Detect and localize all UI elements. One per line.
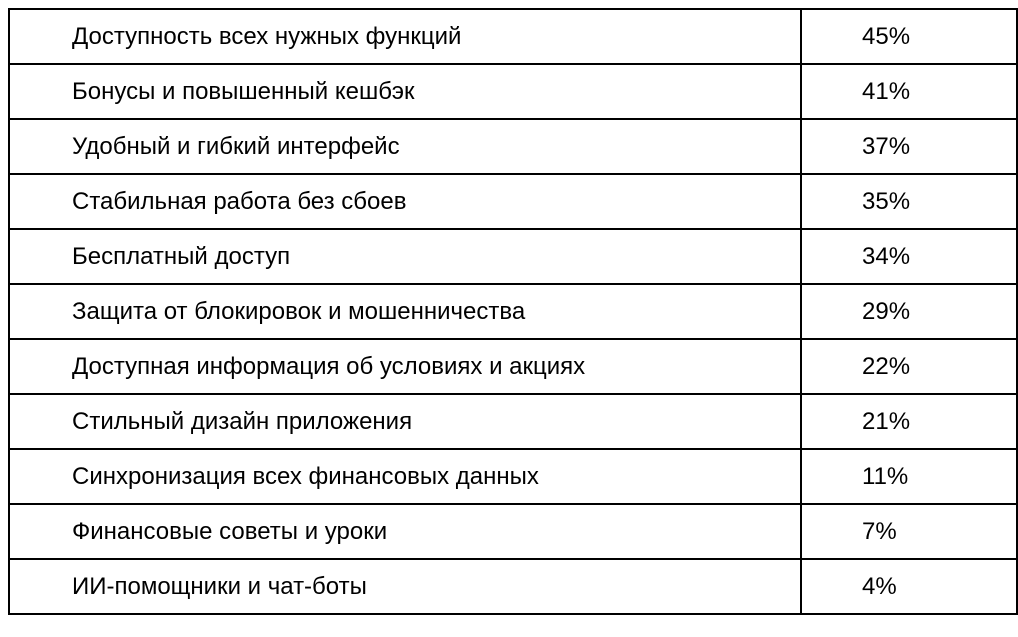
table-row bbox=[9, 174, 1017, 229]
row-value: 41% bbox=[801, 64, 1017, 119]
row-label: Защита от блокировок и мошенничества bbox=[9, 284, 801, 339]
table-row bbox=[9, 284, 1017, 339]
row-value: 34% bbox=[801, 229, 1017, 284]
table-row bbox=[9, 64, 1017, 119]
table-row bbox=[9, 394, 1017, 449]
table-row bbox=[9, 9, 1017, 64]
table-row bbox=[9, 559, 1017, 614]
table-row bbox=[9, 119, 1017, 174]
row-label: Стабильная работа без сбоев bbox=[9, 174, 801, 229]
row-value: 29% bbox=[801, 284, 1017, 339]
row-label: Удобный и гибкий интерфейс bbox=[9, 119, 801, 174]
row-label: Бонусы и повышенный кешбэк bbox=[9, 64, 801, 119]
row-value: 45% bbox=[801, 9, 1017, 64]
table-row bbox=[9, 504, 1017, 559]
row-value: 11% bbox=[801, 449, 1017, 504]
row-label: Доступность всех нужных функций bbox=[9, 9, 801, 64]
table-row bbox=[9, 229, 1017, 284]
row-value: 7% bbox=[801, 504, 1017, 559]
row-value: 22% bbox=[801, 339, 1017, 394]
row-value: 35% bbox=[801, 174, 1017, 229]
row-label: Стильный дизайн приложения bbox=[9, 394, 801, 449]
row-label: Доступная информация об условиях и акциях bbox=[9, 339, 801, 394]
table-body bbox=[9, 9, 1017, 614]
row-label: ИИ-помощники и чат-боты bbox=[9, 559, 801, 614]
row-value: 37% bbox=[801, 119, 1017, 174]
row-label: Финансовые советы и уроки bbox=[9, 504, 801, 559]
features-table bbox=[8, 8, 1018, 615]
table-row bbox=[9, 339, 1017, 394]
row-value: 21% bbox=[801, 394, 1017, 449]
row-value: 4% bbox=[801, 559, 1017, 614]
row-label: Бесплатный доступ bbox=[9, 229, 801, 284]
table-row bbox=[9, 449, 1017, 504]
row-label: Синхронизация всех финансовых данных bbox=[9, 449, 801, 504]
features-table-container bbox=[8, 8, 911, 615]
